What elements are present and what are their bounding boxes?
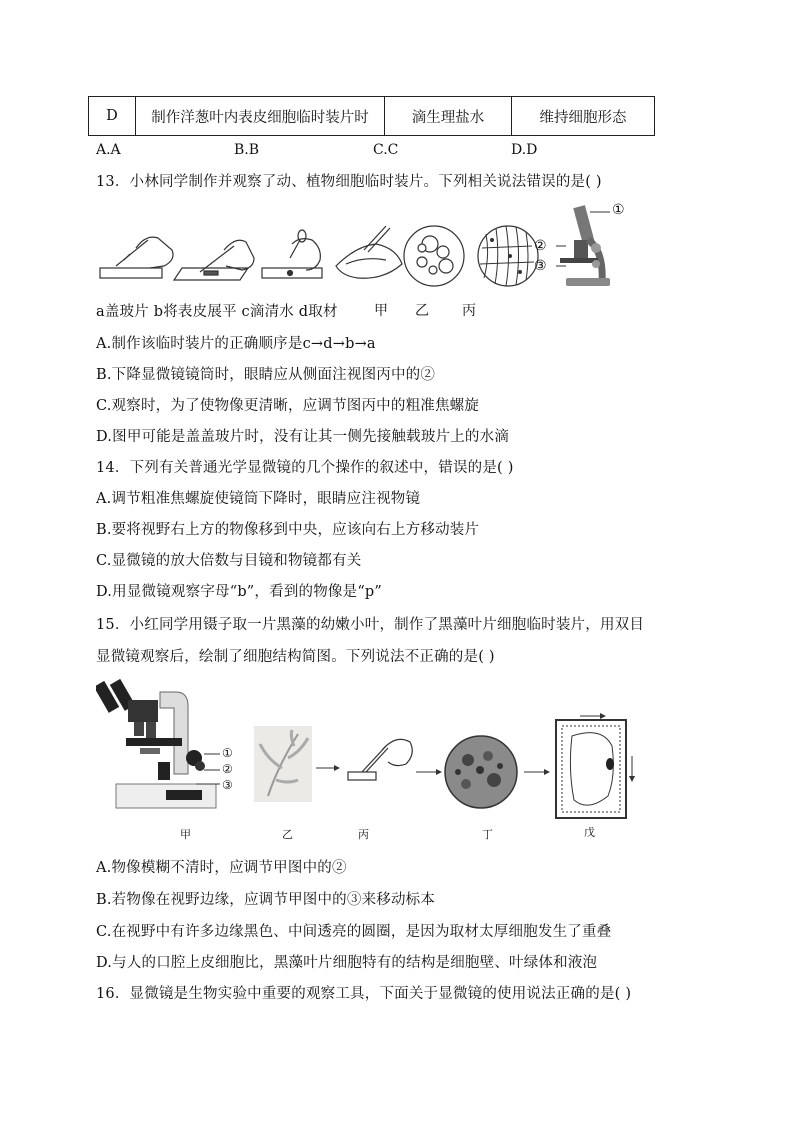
q14-option-c: C.显微镜的放大倍数与目镜和物镜都有关 [96,553,362,569]
q13-stem: 13．小林同学制作并观察了动、植物细胞临时装片。下列相关说法错误的是( ) [96,174,602,190]
microscope-view-illustration [445,736,517,808]
cell-diagram-illustration [556,713,635,818]
q15-option-a: A.物像模糊不清时，应调节甲图中的② [96,860,347,876]
q15-option-d: D.与人的口腔上皮细胞比，黑藻叶片细胞特有的结构是细胞壁、叶绿体和液泡 [96,955,598,971]
q15-option-c: C.在视野中有许多边缘黑色、中间透亮的圆圈，是因为取材太厚细胞发生了重叠 [96,924,612,940]
q14-stem: 14．下列有关普通光学显微镜的几个操作的叙述中，错误的是( ) [96,460,514,476]
marker-1: ① [612,202,625,218]
answer-table [88,96,655,136]
view-jia-illustration [404,226,464,286]
marker-2: ② [534,238,547,254]
q13-figure [96,200,656,295]
step-c-illustration [262,230,322,278]
table-cell-purpose: 维持细胞形态 [512,97,655,136]
q15-label-wu: 戊 [584,826,595,839]
q15-label-bing: 丙 [358,828,369,841]
step-a-illustration [100,237,173,278]
marker-3: ③ [534,258,547,274]
q15-figure [96,676,656,826]
q15-marker-1: ① [222,746,233,760]
q14-option-d: D.用显微镜观察字母“b”，看到的物像是“p” [96,584,383,600]
tweezers-illustration [348,739,412,780]
q15-label-ding: 丁 [482,828,493,841]
q13-option-b: B.下降显微镜镜筒时，眼睛应从侧面注视图丙中的② [96,367,436,383]
q15-label-yi: 乙 [282,828,293,841]
step-d-illustration [336,226,402,278]
q15-stem-line2: 显微镜观察后，绘制了细胞结构简图。下列说法不正确的是( ) [96,649,495,665]
table-cell-reagent: 滴生理盐水 [385,97,512,136]
option-d: D.D [511,142,538,158]
option-a: A.A [96,142,121,158]
q15-stem-line1: 15．小红同学用镊子取一片黑藻的幼嫩小叶，制作了黑藻叶片细胞临时装片，用双目 [96,617,645,633]
q14-option-b: B.要将视野右上方的物像移到中央，应该向右上方移动装片 [96,522,480,538]
elodea-leaf-illustration [254,726,312,802]
step-b-illustration [174,240,254,280]
q15-option-b: B.若物像在视野边缘，应调节甲图中的③来移动标本 [96,892,436,908]
q13-option-d: D.图甲可能是盖盖玻片时，没有让其一侧先接触载玻片上的水滴 [96,429,510,445]
q15-marker-2: ② [222,762,233,776]
q14-option-a: A.调节粗准焦螺旋使镜筒下降时，眼睛应注视物镜 [96,491,421,507]
view-yi-illustration [478,226,538,286]
option-c: C.C [373,142,399,158]
binocular-microscope-illustration [96,679,220,808]
microscope-bing-illustration [556,205,610,286]
q13-option-c: C.观察时，为了使物像更清晰，应调节图丙中的粗准焦螺旋 [96,398,480,414]
label-bing: 丙 [462,303,476,319]
table-row [89,97,655,136]
q15-label-jia: 甲 [180,828,191,841]
q13-option-a: A.制作该临时装片的正确顺序是c→d→b→a [96,336,376,352]
label-jia: 甲 [374,303,388,319]
label-yi: 乙 [415,303,429,319]
q13-figure-caption: a盖玻片 b将表皮展平 c滴清水 d取材 [96,304,338,320]
q16-stem: 16．显微镜是生物实验中重要的观察工具，下面关于显微镜的使用说法正确的是( ) [96,986,632,1002]
option-b: B.B [234,142,260,158]
table-cell-option: D [89,97,136,136]
table-cell-operation: 制作洋葱叶内表皮细胞临时装片时 [136,97,385,136]
q15-marker-3: ③ [222,778,233,792]
